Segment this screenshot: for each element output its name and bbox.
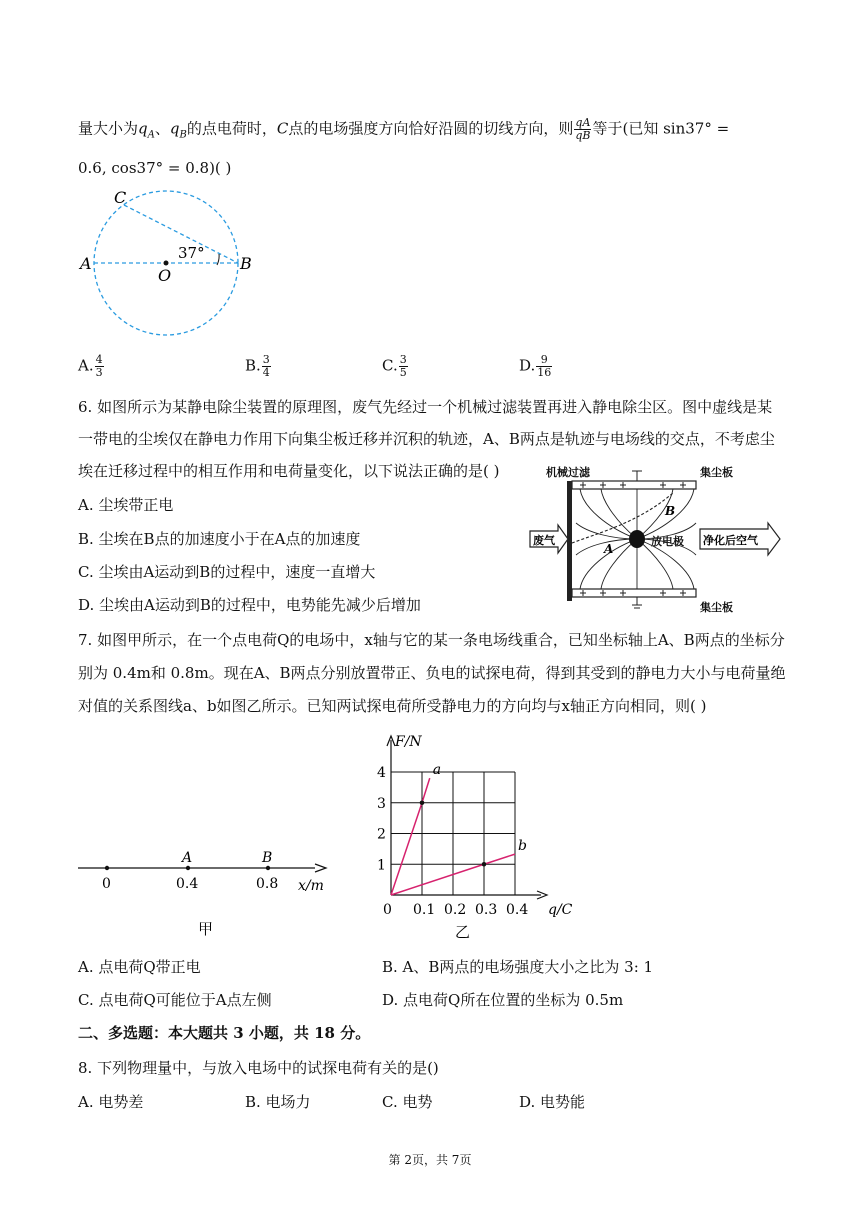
y-tick-label-2: 3	[377, 795, 386, 812]
x-axis-label: x/m	[298, 878, 324, 894]
q5-option-c[interactable]: C. $\frac{3}{5}$	[382, 353, 407, 379]
precipitator-figure	[528, 463, 783, 615]
q7-line2: 别为 0.4m和 0.8m。现在A、B两点分别放置带正、负电的试探电荷，得到其受到的静电力大小与电荷量绝	[78, 664, 786, 682]
series-label-a: a	[432, 762, 442, 779]
section-title: 二、多选题：本大题共 3 小题，共 18 分。	[78, 1024, 371, 1042]
q6-option-c[interactable]: C. 尘埃由A运动到B的过程中，速度一直增大	[78, 563, 376, 581]
caption-jia: 甲	[198, 920, 214, 938]
point-c-label: C	[114, 188, 127, 207]
q-ratio-fraction: $\frac{qA}{qB}$	[575, 116, 591, 142]
q5-line2: 0.6, cos37° = 0.8)( )	[78, 159, 232, 177]
tick-0: 0	[102, 876, 111, 892]
point-a-label: A	[80, 254, 92, 273]
force-charge-chart	[360, 730, 600, 942]
point-b-label: B	[665, 504, 676, 518]
q8-option-a[interactable]: A. 电势差	[78, 1093, 144, 1111]
top-plate-label: 集尘板	[700, 466, 733, 479]
filter-label: 机械过滤	[546, 466, 590, 479]
q6-option-d[interactable]: D. 尘埃由A运动到B的过程中，电势能先减少后增加	[78, 596, 421, 614]
q6-option-a[interactable]: A. 尘埃带正电	[78, 496, 174, 514]
circle-figure	[78, 185, 278, 340]
tick-0-4: 0.4	[176, 876, 199, 892]
x-tick-label-3: 0.3	[475, 902, 498, 918]
q5-option-d[interactable]: D. $\frac{9}{16}$	[519, 353, 552, 379]
series-point-b	[482, 862, 487, 867]
q8-option-d[interactable]: D. 电势能	[519, 1093, 586, 1111]
series-line-a	[391, 778, 430, 895]
point-b-label: B	[240, 254, 252, 273]
q7-option-a[interactable]: A. 点电荷Q带正电	[78, 958, 201, 976]
tick-0-8: 0.8	[256, 876, 279, 892]
q7-line1: 7. 如图甲所示，在一个点电荷Q的电场中，x轴与它的某一条电场线重合，已知坐标轴上A、B两点的坐标分	[78, 631, 785, 649]
y-axis-label: F/N	[395, 734, 422, 750]
q7-option-c[interactable]: C. 点电荷Q可能位于A点左侧	[78, 991, 272, 1009]
q6-line1: 6. 如图所示为某静电除尘装置的原理图，废气先经过一个机械过滤装置再进入静电除尘区。图中虚线是某	[78, 398, 773, 416]
q7-option-d[interactable]: D. 点电荷Q所在位置的坐标为 0.5m	[382, 991, 624, 1009]
x-tick-label-2: 0.2	[444, 902, 467, 918]
caption-yi: 乙	[455, 923, 471, 941]
x-tick-label-4: 0.4	[506, 902, 529, 918]
q8-option-c[interactable]: C. 电势	[382, 1093, 433, 1111]
bottom-plate-label: 集尘板	[700, 601, 733, 614]
q8-option-b[interactable]: B. 电场力	[245, 1093, 311, 1111]
q6-option-b[interactable]: B. 尘埃在B点的加速度小于在A点的加速度	[78, 530, 361, 548]
q5-line1: 量大小为$q_A$、$q_B$的点电荷时，C点的电场强度方向恰好沿圆的切线方向，则 $\frac{qA}{qB}$ 等于(已知 sin37° =	[78, 116, 730, 142]
x-tick-label-1: 0.1	[413, 902, 436, 918]
waste-gas-label: 废气	[533, 534, 555, 547]
x-tick-label-0: 0	[383, 902, 392, 918]
point-a-label: A	[182, 850, 193, 866]
series-point-a	[420, 800, 425, 805]
q5-option-a[interactable]: A. $\frac{4}{3}$	[78, 353, 103, 379]
y-tick-label-0: 1	[377, 857, 386, 874]
point-b-label: B	[262, 850, 273, 866]
y-tick-label-3: 4	[377, 765, 386, 781]
series-label-b: b	[518, 838, 527, 855]
q7-option-b[interactable]: B. A、B两点的电场强度大小之比为 3: 1	[382, 958, 654, 976]
q6-line2: 一带电的尘埃仅在静电力作用下向集尘板迁移并沉积的轨迹，A、B两点是轨迹与电场线的交点，不考虑尘	[78, 430, 775, 448]
q7-line3: 对值的关系图线a、b如图乙所示。已知两试探电荷所受静电力的方向均与x轴正方向相同，则( )	[78, 697, 707, 715]
x-axis-figure	[70, 840, 350, 940]
q6-line3: 埃在迁移过程中的相互作用和电荷量变化，以下说法正确的是( )	[78, 462, 500, 480]
page-footer: 第 2页，共 7页	[388, 1153, 472, 1167]
angle-label: 37°	[178, 244, 205, 262]
q5-option-b[interactable]: B. $\frac{3}{4}$	[245, 353, 270, 379]
clean-air-label: 净化后空气	[703, 534, 758, 547]
point-a-label: A	[604, 542, 614, 556]
electrode-label: 放电极	[651, 535, 684, 548]
x-axis-label: q/C	[548, 902, 573, 918]
y-tick-label-1: 2	[377, 826, 386, 843]
q8-text: 8. 下列物理量中，与放入电场中的试探电荷有关的是()	[78, 1059, 439, 1077]
point-o-label: O	[158, 266, 172, 285]
